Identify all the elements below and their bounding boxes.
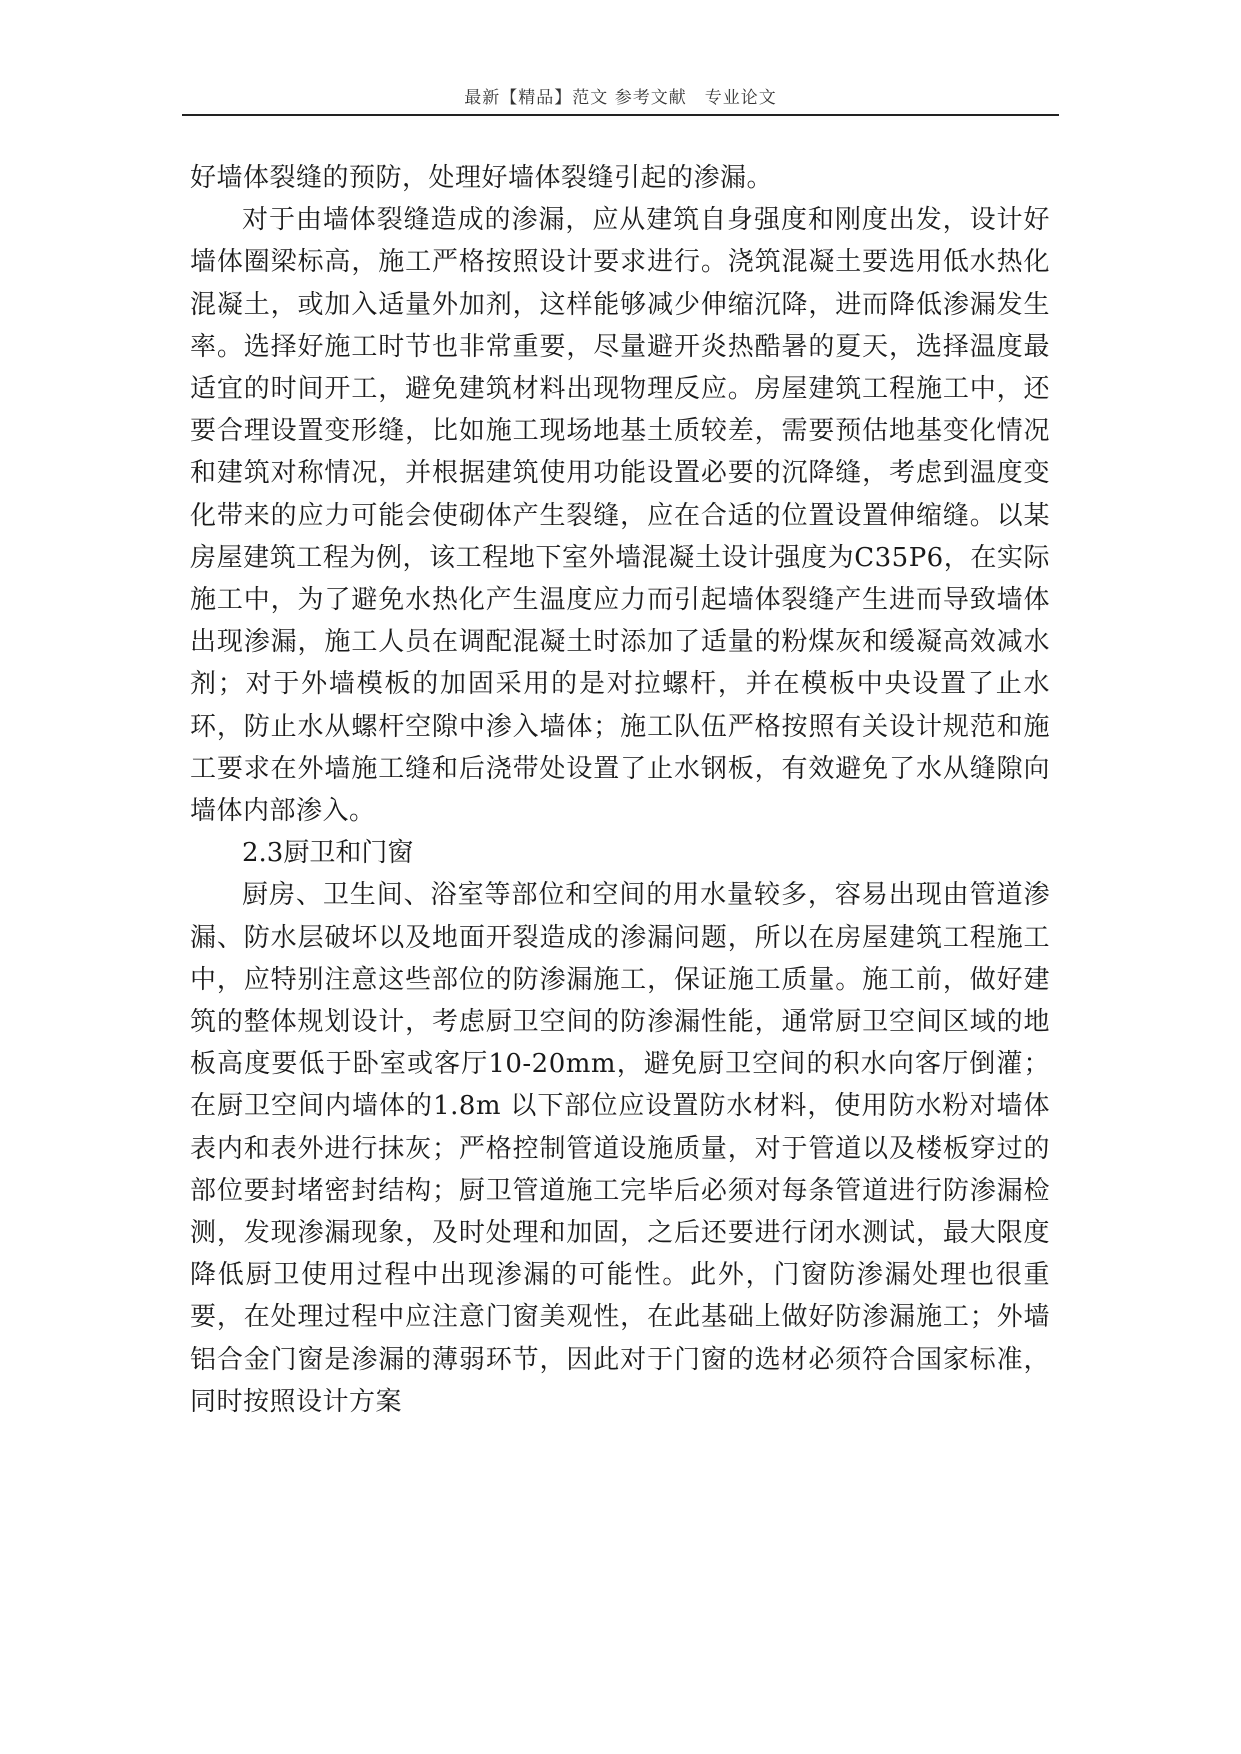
paragraph-continuation: 好墙体裂缝的预防，处理好墙体裂缝引起的渗漏。	[190, 163, 774, 193]
paragraph-wall-crack-leakage: 对于由墙体裂缝造成的渗漏，应从建筑自身强度和刚度出发，设计好墙体圈梁标高，施工严格按照设计要求进行。浇筑混凝土要选用低水热化混凝土，或加入适量外加剂，这样能够减少伸缩沉降，进而降低渗漏发生率。选择好施工时节也非常重要，尽量避开炎热酷暑的夏天，选择温度最适宜的时间开工，避免建筑材料出现物理反应。房屋建筑工程施工中，还要合理设置变形缝，比如施工现场地基土质较差，需要预估地基变化情况和建筑对称情况，并根据建筑使用功能设置必要的沉降缝，考虑到温度变化带来的应力可能会使砌体产生裂缝，应在合适的位置设置伸缩缝。以某房屋建筑工程为例，该工程地下室外墙混凝土设计强度为C35P6，在实际施工中，为了避免水热化产生温度应力而引起墙体裂缝产生进而导致墙体出现渗漏，施工人员在调配混凝土时添加了适量的粉煤灰和缓凝高效减水剂；对于外墙模板的加固采用的是对拉螺杆，并在模板中央设置了止水环，防止水从螺杆空隙中渗入墙体；施工队伍严格按照有关设计规范和施工要求在外墙施工缝和后浇带处设置了止水钢板，有效避免了水从缝隙向墙体内部渗入。	[190, 205, 1050, 827]
page-header: 最新【精品】范文 参考文献 专业论文	[464, 88, 777, 108]
section-heading-kitchen-bath-windows: 2.3厨卫和门窗	[242, 838, 414, 869]
paragraph-kitchen-bath-windows: 厨房、卫生间、浴室等部位和空间的用水量较多，容易出现由管道渗漏、防水层破坏以及地面开裂造成的渗漏问题，所以在房屋建筑工程施工中，应特别注意这些部位的防渗漏施工，保证施工质量。施工前，做好建筑的整体规划设计，考虑厨卫空间的防渗漏性能，通常厨卫空间区域的地板高度要低于卧室或客厅10-20mm，避免厨卫空间的积水向客厅倒灌；在厨卫空间内墙体的1.8m 以下部位应设置防水材料，使用防水粉对墙体表内和表外进行抹灰；严格控制管道设施质量，对于管道以及楼板穿过的部位要封堵密封结构；厨卫管道施工完毕后必须对每条管道进行防渗漏检测，发现渗漏现象，及时处理和加固，之后还要进行闭水测试，最大限度降低厨卫使用过程中出现渗漏的可能性。此外，门窗防渗漏处理也很重要，在处理过程中应注意门窗美观性，在此基础上做好防渗漏施工；外墙铝合金门窗是渗漏的薄弱环节，因此对于门窗的选材必须符合国家标准，同时按照设计方案	[190, 880, 1050, 1417]
document-body	[190, 157, 1050, 1423]
header-divider	[182, 114, 1059, 116]
